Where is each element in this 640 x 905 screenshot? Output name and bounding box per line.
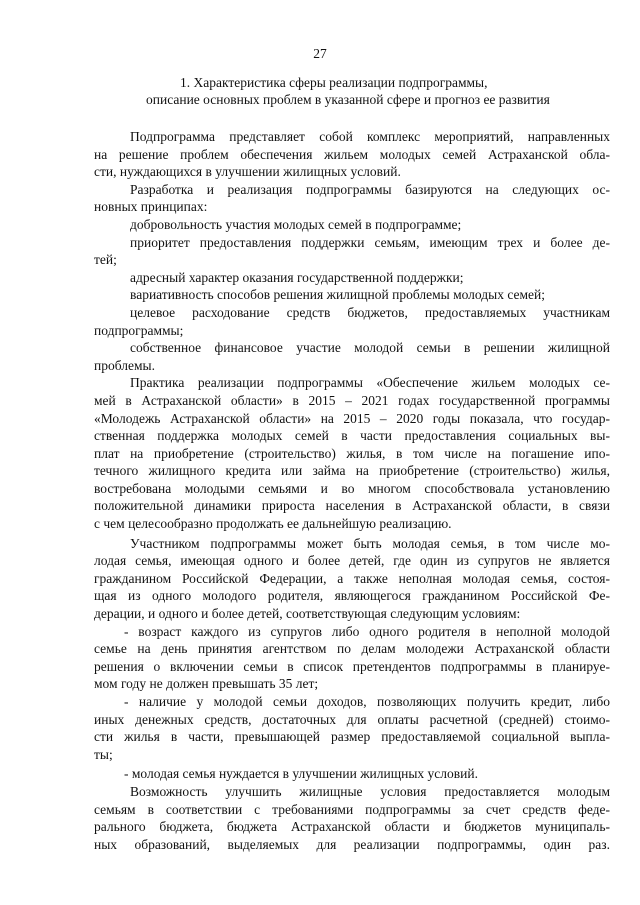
text-line: Участником подпрограммы может быть молодая семья, в том числе мо-	[130, 535, 610, 551]
text-line: мом году не должен превышать 35 лет;	[94, 676, 319, 692]
text-line: проблемы.	[94, 357, 155, 373]
text-line: иных денежных средств, достаточных для оплаты расчетной (средней) стоимо-	[94, 711, 610, 727]
text-line: ных образований, выделяемых для реализации подпрограммы, один раз.	[94, 836, 610, 852]
text-line: подпрограммы;	[94, 322, 184, 338]
text-line: сти, нуждающихся в улучшении жилищных условий.	[94, 164, 401, 180]
text-line: вариативность способов решения жилищной проблемы молодых семей;	[130, 287, 546, 303]
section-heading	[120, 74, 600, 108]
text-line: собственное финансовое участие молодой семьи в решении жилищной	[130, 340, 610, 356]
text-line: Практика реализации подпрограммы «Обеспечение жильем молодых се-	[130, 375, 610, 391]
text-line: течного жилищного кредита или займа на приобретение (строительство) жилья,	[94, 463, 610, 479]
text-line: ственная поддержка молодых семей в части предоставления социальных вы-	[94, 428, 610, 444]
text-line: мей в Астраханской области» в 2015 – 2021 годах государственной программы	[94, 392, 610, 408]
text-line: Подпрограмма представляет собой комплекс мероприятий, направленных	[130, 129, 610, 144]
text-line: востребована молодыми семьями и во многом способствовала установлению	[94, 480, 610, 496]
text-line: ты;	[94, 746, 113, 762]
text-line: - наличие у молодой семьи доходов, позволяющих получить кредит, либо	[124, 694, 610, 709]
body-text	[94, 128, 610, 853]
text-line: - возраст каждого из супругов либо одного родителя в неполной молодой	[124, 623, 610, 639]
text-line: сти жилья в части, превышающей размер предоставляемой социальной выпла-	[94, 729, 610, 745]
text-line: щая из одного молодого родителя, являющегося гражданином Российской Фе-	[94, 588, 610, 604]
text-line: добровольность участия молодых семей в подпрограмме;	[130, 216, 462, 232]
text-line: Возможность улучшить жилищные условия предоставляется молодым	[130, 783, 610, 799]
text-line: адресный характер оказания государственной поддержки;	[130, 269, 464, 285]
text-line: положительной динамики прироста населения в Астраханской области, в связи	[94, 498, 610, 514]
text-line: гражданином Российской Федерации, а также неполная молодая семья, состоя-	[94, 570, 610, 586]
text-line: - молодая семья нуждается в улучшении жилищных условий.	[124, 766, 478, 782]
section-heading-line-2: описание основных проблем в указанной сфере и прогноз ее развития	[146, 92, 550, 107]
text-line: лодая семья, имеющая одного и более детей, где один из супругов не является	[94, 553, 610, 569]
text-line: приоритет предоставления поддержки семьям, имеющим трех и более де-	[130, 234, 610, 250]
text-line: семье на день принятия агентством по делам молодежи Астраханской области	[94, 641, 610, 657]
text-line: тей;	[94, 252, 117, 268]
text-line: Разработка и реализация подпрограммы базируются на следующих ос-	[130, 181, 610, 197]
text-line: решения о включении семьи в список претендентов подпрограммы в планируе-	[94, 658, 610, 674]
page-number: 27	[313, 46, 327, 61]
text-line: плат на приобретение (строительство) жилья, в том числе на погашение ипо-	[94, 445, 610, 461]
text-line: на решение проблем обеспечения жильем молодых семей Астраханской обла-	[94, 146, 610, 162]
text-line: «Молодежь Астраханской области» на 2015 – 2020 годы показала, что государ-	[94, 410, 610, 426]
section-heading-line-1: 1. Характеристика сферы реализации подпрограммы,	[180, 75, 488, 90]
text-line: дерации, и одного и более детей, соответствующая следующим условиям:	[94, 606, 521, 622]
text-line: новных принципах:	[94, 199, 208, 215]
text-line: с чем целесообразно продолжать ее дальнейшую реализацию.	[94, 516, 452, 532]
text-line: семьям в соответствии с требованиями подпрограммы за счет средств феде-	[94, 801, 610, 817]
text-line: целевое расходование средств бюджетов, предоставляемых участникам	[130, 304, 610, 320]
text-line: рального бюджета, бюджета Астраханской области и бюджетов муниципаль-	[94, 819, 610, 835]
